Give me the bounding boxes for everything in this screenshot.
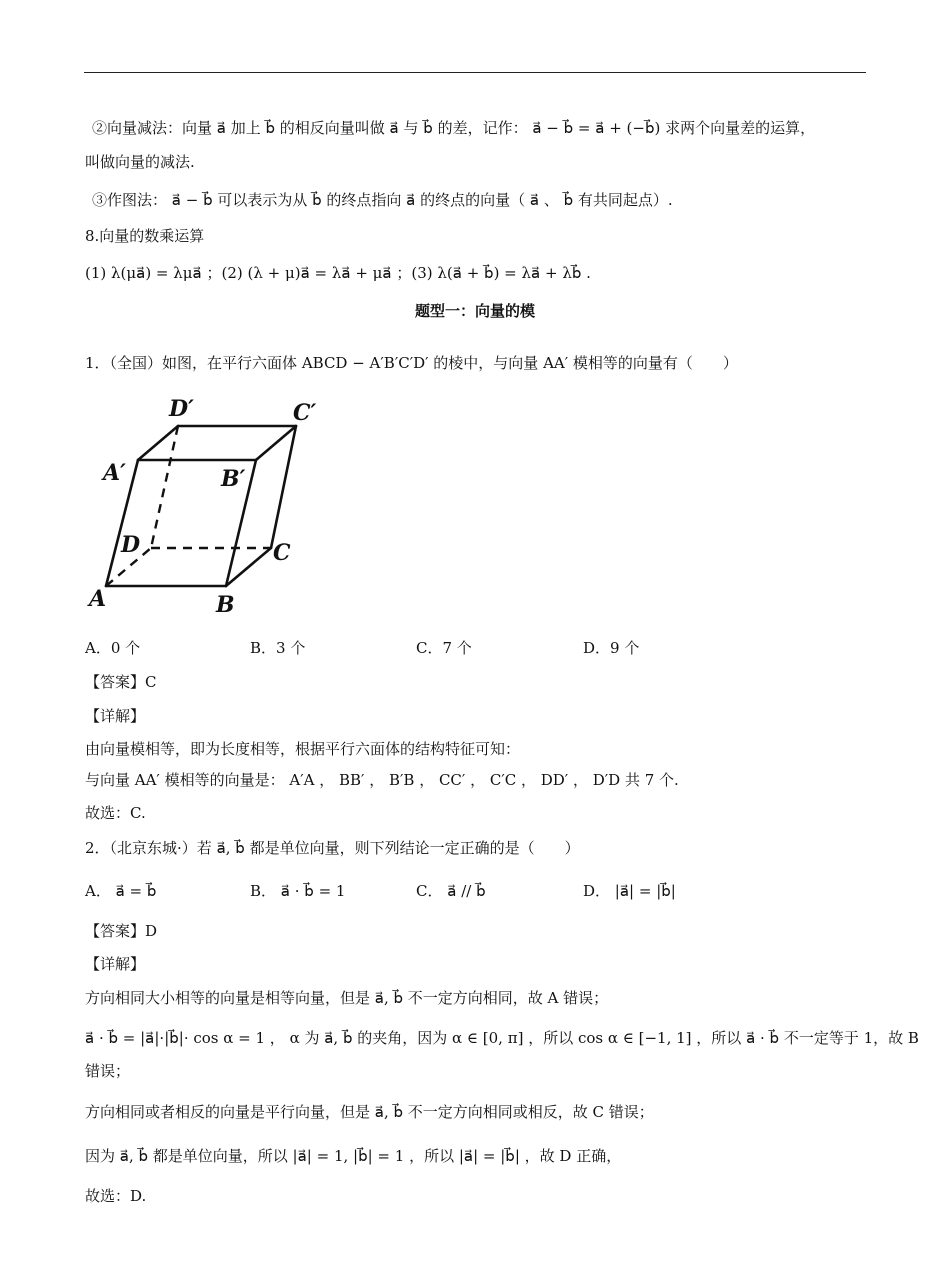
q1-option-d: D．9 个 [583,639,640,657]
q2-option-b: B． a⃗ · b⃗ = 1 [250,882,346,900]
q2-detail-line-2: a⃗ · b⃗ = |a⃗|·|b⃗|· cos α = 1 ， α 为 a⃗, b⃗ 的夹角，因为 α ∈ [0, π] ，所以 cos α ∈ [−1, 1] ，所以 a⃗ · b⃗ 不一定等于 1，故 B [85,1029,919,1047]
label-c: C [273,540,291,566]
label-c1: C′ [293,400,317,426]
q2-option-a: A． a⃗ = b⃗ [85,882,157,900]
q2-conclusion: 故选：D. [85,1187,147,1205]
q1-option-b: B．3 个 [250,639,306,657]
section-title: 题型一：向量的模 [414,302,535,320]
q2-option-c: C． a⃗ // b⃗ [416,882,486,900]
q1-detail-line-1: 由向量模相等，即为长度相等，根据平行六面体的结构特征可知： [85,740,521,758]
parallelepiped-figure [85,392,335,622]
label-a1: A′ [103,460,126,486]
label-a: A [89,586,107,612]
subtraction-definition-line-2: 叫做向量的减法. [85,153,195,171]
subtraction-definition-line-1: ②向量减法：向量 a⃗ 加上 b⃗ 的相反向量叫做 a⃗ 与 b⃗ 的差，记作： a⃗ − b⃗ = a⃗ + (−b⃗) 求两个向量差的运算， [92,119,816,137]
q2-answer: 【答案】D [85,922,158,940]
header-rule [84,72,866,73]
label-b: B [216,592,235,618]
q1-conclusion: 故选：C. [85,804,146,822]
q1-option-a: A．0 个 [85,639,141,657]
q1-option-c: C．7 个 [416,639,472,657]
q1-detail-line-2: 与向量 AA′ 模相等的向量是： A′A ， BB′ ， B′B ， CC′ ， C′C ， DD′ ， D′D 共 7 个. [85,771,679,789]
graphical-method-line: ③作图法： a⃗ − b⃗ 可以表示为从 b⃗ 的终点指向 a⃗ 的终点的向量（ a⃗ 、 b⃗ 有共同起点）. [92,191,673,209]
scalar-multiplication-heading: 8.向量的数乘运算 [85,227,205,245]
q2-detail-line-5: 因为 a⃗, b⃗ 都是单位向量，所以 |a⃗| = 1, |b⃗| = 1 ，所以 |a⃗| = |b⃗| ，故 D 正确， [85,1147,622,1165]
q1-answer: 【答案】C [85,673,157,691]
q2-detail-line-1: 方向相同大小相等的向量是相等向量，但是 a⃗, b⃗ 不一定方向相同，故 A 错误； [85,989,609,1007]
edge-d1-a1 [138,426,178,460]
q2-stem: 2．（北京东城·）若 a⃗, b⃗ 都是单位向量，则下列结论一定正确的是（ ） [85,839,580,857]
label-b1: B′ [221,466,246,492]
q1-stem: 1．（全国）如图，在平行六面体 ABCD − A′B′C′D′ 的棱中，与向量 AA′ 模相等的向量有（ ） [85,354,738,372]
q1-detail-label: 【详解】 [85,707,146,725]
q2-detail-line-4: 方向相同或者相反的向量是平行向量，但是 a⃗, b⃗ 不一定方向相同或相反，故 C 错误； [85,1103,654,1121]
q2-option-d: D． |a⃗| = |b⃗| [583,882,676,900]
label-d1: D′ [169,396,194,422]
q2-detail-line-3: 错误； [85,1062,131,1080]
label-d: D [121,532,141,558]
q2-detail-label: 【详解】 [85,955,146,973]
scalar-multiplication-formulas: (1) λ(μa⃗) = λμa⃗ ；(2) (λ + μ)a⃗ = λa⃗ + μa⃗ ；(3) λ(a⃗ + b⃗) = λa⃗ + λb⃗ . [85,264,591,282]
